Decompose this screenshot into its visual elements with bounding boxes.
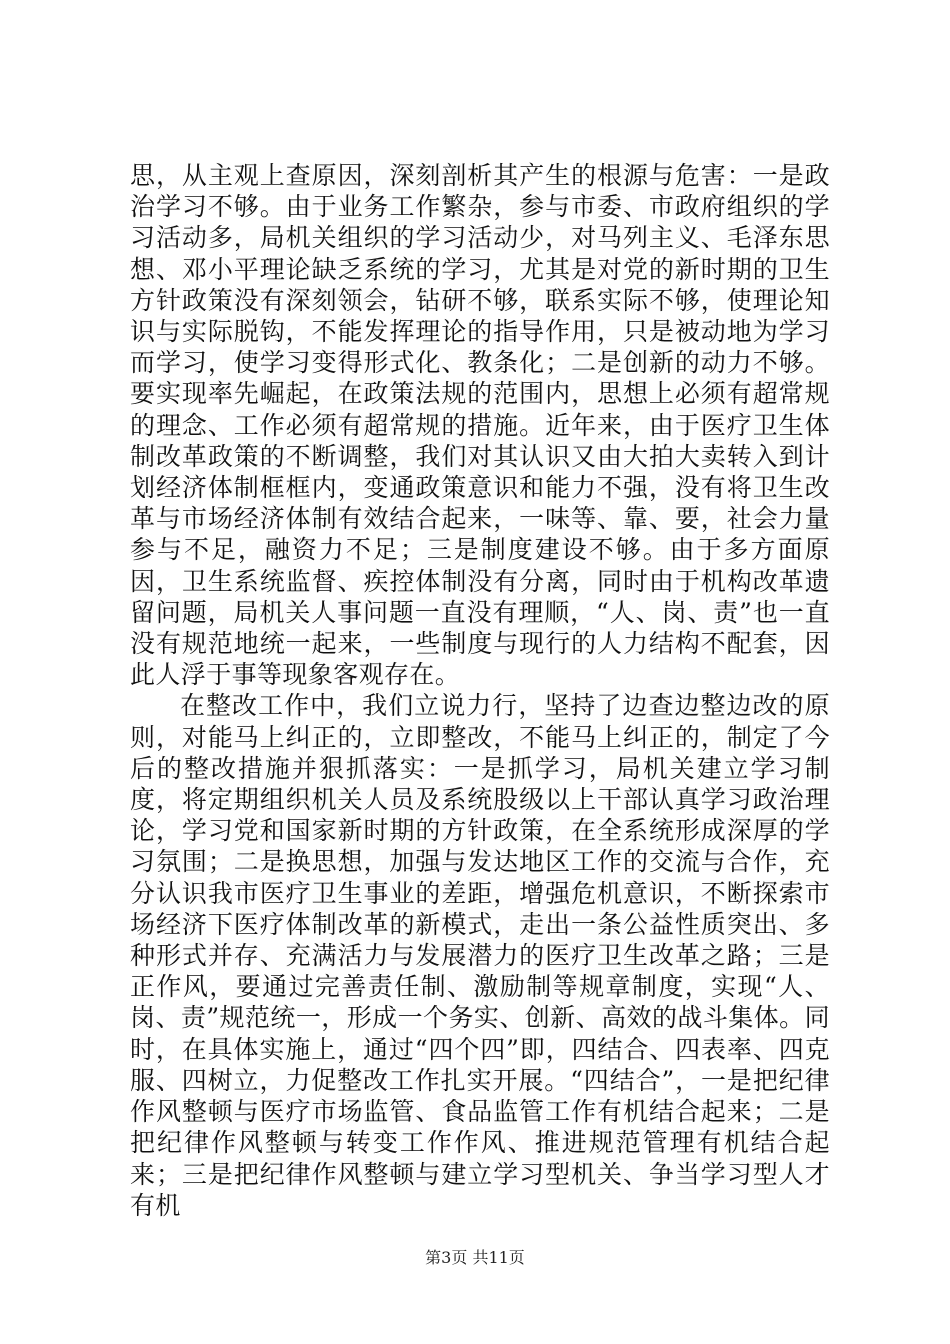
paragraph-2: 在整改工作中，我们立说力行，坚持了边查边整边改的原则，对能马上纠正的，立即整改，不能马上纠正的，制定了今后的整改措施并狠抓落实：一是抓学习，局机关建立学习制度，将定期组织机关人员及系统股级以上干部认真学习政治理论，学习党和国家新时期的方针政策，在全系统形成深厚的学习氛围；二是换思想，加强与发达地区工作的交流与合作，充分认识我市医疗卫生事业的差距，增强危机意识，不断探索市场经济下医疗体制改革的新模式，走出一条公益性质突出、多种形式并存、充满活力与发展潜力的医疗卫生改革之路；三是正作风，要通过完善责任制、激励制等规章制度，实现“人、岗、责”规范统一，形成一个务实、创新、高效的战斗集体。同时，在具体实施上，通过“四个四”即，四结合、四表率、四克服、四树立，力促整改工作扎实开展。“四结合”，一是把纪律作风整顿与医疗市场监管、食品监管工作有机结合起来；二是把纪律作风整顿与转变工作作风、推进规范管理有机结合起来；三是把纪律作风整顿与建立学习型机关、争当学习型人才有机 [130,691,830,1220]
page-number-label: 第3页 共11页 [425,1248,525,1267]
body-text [130,160,830,1221]
page-footer [0,1245,950,1268]
paragraph-1: 思，从主观上查原因，深刻剖析其产生的根源与危害：一是政治学习不够。由于业务工作繁杂，参与市委、市政府组织的学习活动多，局机关组织的学习活动少，对马列主义、毛泽东思想、邓小平理论缺乏系统的学习，尤其是对党的新时期的卫生方针政策没有深刻领会，钻研不够，联系实际不够，使理论知识与实际脱钩，不能发挥理论的指导作用，只是被动地为学习而学习，使学习变得形式化、教条化；二是创新的动力不够。要实现率先崛起，在政策法规的范围内，思想上必须有超常规的理念、工作必须有超常规的措施。近年来，由于医疗卫生体制改革政策的不断调整，我们对其认识又由大拍大卖转入到计划经济体制框框内，变通政策意识和能力不强，没有将卫生改革与市场经济体制有效结合起来，一味等、靠、要，社会力量参与不足，融资力不足；三是制度建设不够。由于多方面原因，卫生系统监督、疾控体制没有分离，同时由于机构改革遗留问题，局机关人事问题一直没有理顺，“人、岗、责”也一直没有规范地统一起来，一些制度与现行的人力结构不配套，因此人浮于事等现象客观存在。 [130,161,830,690]
